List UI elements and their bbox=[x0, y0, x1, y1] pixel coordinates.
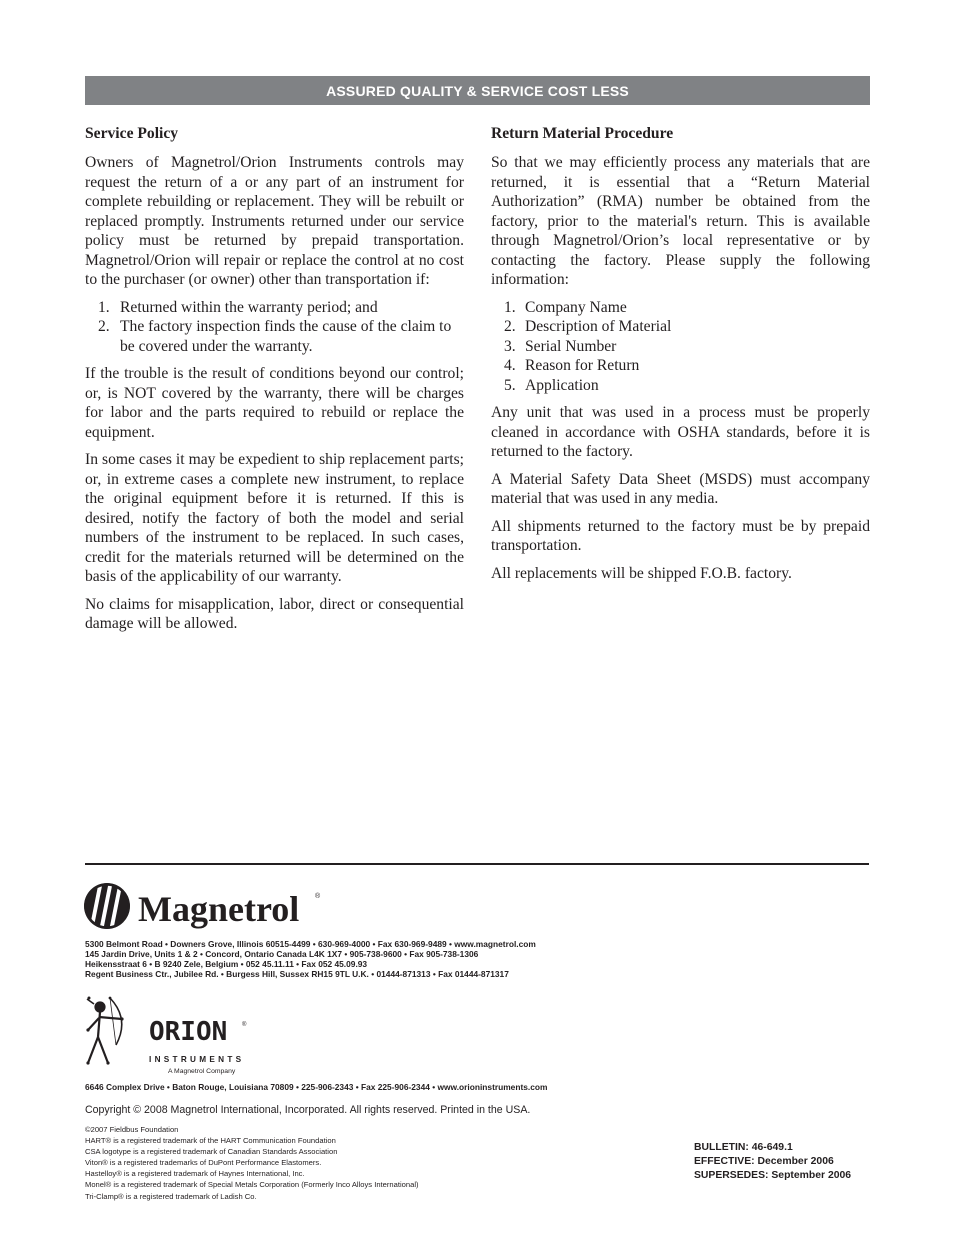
trademark-line: Viton® is a registered trademarks of DuPont Performance Elastomers. bbox=[85, 1158, 322, 1168]
bulletin-info bbox=[694, 1141, 851, 1183]
warranty-conditions-list bbox=[85, 298, 464, 357]
trademark-notices bbox=[85, 1124, 419, 1202]
service-policy-paragraph: If the trouble is the result of conditions beyond our control; or, is NOT covered by the warranty, there will be charges for labor and the parts required to rebuild or replace the equipment. bbox=[85, 365, 464, 441]
list-item bbox=[85, 317, 464, 356]
orion-tagline: A Magnetrol Company bbox=[168, 1068, 236, 1075]
rma-info-list bbox=[491, 298, 870, 396]
trademark-line: HART® is a registered trademark of the HART Communication Foundation bbox=[85, 1136, 336, 1146]
list-text: Returned within the warranty period; and bbox=[120, 298, 378, 316]
return-procedure-intro: So that we may efficiently process any materials that are returned, it is essential that a “Return Material Authorization” (RMA) number be obtained from the factory, prior to the material's return. This is available through Magnetrol/Orion’s local representative or by contacting the factory. Please supply the following information: bbox=[491, 154, 870, 288]
list-number: 2. bbox=[504, 318, 516, 335]
list-number: 2. bbox=[98, 318, 110, 335]
return-procedure-paragraph: All shipments returned to the factory must be by prepaid transportation. bbox=[491, 517, 870, 554]
list-item bbox=[491, 337, 870, 357]
magnetrol-logo-text: Magnetrol bbox=[138, 889, 300, 929]
magnetrol-logo bbox=[83, 879, 328, 940]
return-procedure-paragraph: Any unit that was used in a process must be properly cleaned in accordance with OSHA standards, before it is returned to the factory. bbox=[491, 404, 870, 460]
orion-instruments-logo bbox=[80, 995, 260, 1082]
address-line: Regent Business Ctr., Jubilee Rd. • Burgess Hill, Sussex RH15 9TL U.K. • 01444-871313 • Fax 01444-871317 bbox=[85, 969, 509, 979]
list-text: Company Name bbox=[525, 298, 627, 316]
list-number: 4. bbox=[504, 357, 516, 374]
service-policy-heading: Service Policy bbox=[85, 125, 179, 142]
address-line: Heikensstraat 6 • B 9240 Zele, Belgium • 052 45.11.11 • Fax 052 45.09.93 bbox=[85, 959, 368, 969]
orion-archer-icon bbox=[87, 998, 122, 1063]
list-item bbox=[491, 298, 870, 318]
list-number: 1. bbox=[504, 298, 516, 316]
address-line: 145 Jardin Drive, Units 1 & 2 • Concord, Ontario Canada L4K 1X7 • 905-738-9600 • Fax 905-738-1306 bbox=[85, 949, 479, 959]
trademark-line: Monel® is a registered trademark of Special Metals Corporation (Formerly Inco Alloys International) bbox=[85, 1180, 419, 1190]
list-text: The factory inspection finds the cause of the claim to be covered under the warranty. bbox=[120, 318, 452, 355]
section-banner: ASSURED QUALITY & SERVICE COST LESS bbox=[85, 76, 870, 105]
supersedes-date: SUPERSEDES: September 2006 bbox=[694, 1170, 852, 1181]
trademark-line: ©2007 Fieldbus Foundation bbox=[85, 1125, 179, 1134]
service-policy-paragraph: No claims for misapplication, labor, direct or consequential damage will be allowed. bbox=[85, 595, 464, 632]
trademark-line: CSA logotype is a registered trademark of Canadian Standards Association bbox=[85, 1147, 338, 1157]
bulletin-number: BULLETIN: 46-649.1 bbox=[694, 1142, 793, 1153]
return-procedure-heading: Return Material Procedure bbox=[491, 125, 674, 142]
effective-date: EFFECTIVE: December 2006 bbox=[694, 1156, 834, 1167]
magnetrol-addresses bbox=[85, 939, 536, 979]
address-line: 5300 Belmont Road • Downers Grove, Illinois 60515-4499 • 630-969-4000 • Fax 630-969-9489 • www.magnetrol.com bbox=[85, 939, 536, 949]
list-number: 3. bbox=[504, 337, 516, 355]
list-item bbox=[85, 298, 464, 318]
svg-text:®: ® bbox=[242, 1022, 247, 1028]
service-policy-column bbox=[85, 124, 464, 642]
list-item bbox=[491, 317, 870, 337]
list-text: Application bbox=[525, 376, 599, 394]
orion-instruments-text: INSTRUMENTS bbox=[149, 1055, 245, 1064]
list-item bbox=[491, 376, 870, 396]
list-text: Description of Material bbox=[525, 318, 672, 335]
return-procedure-paragraph: All replacements will be shipped F.O.B. factory. bbox=[491, 564, 792, 582]
list-number: 5. bbox=[504, 376, 516, 394]
return-procedure-column bbox=[491, 124, 870, 591]
trademark-line: Hastelloy® is a registered trademark of Haynes International, Inc. bbox=[85, 1169, 305, 1179]
footer-divider bbox=[85, 863, 869, 865]
trademark-line: Tri-Clamp® is a registered trademark of Ladish Co. bbox=[85, 1191, 257, 1201]
service-policy-intro: Owners of Magnetrol/Orion Instruments controls may request the return of a or any part of an instrument for complete rebuilding or replacement. They will be rebuilt or replaced promptly. Instruments returned under our service policy must be returned by prepaid transportation. Magnetrol/Orion will repair or replace the control at no cost to the purchaser (or owner) other than transportation if: bbox=[85, 154, 464, 288]
return-procedure-paragraph: A Material Safety Data Sheet (MSDS) must accompany material that was used in any media. bbox=[491, 470, 870, 507]
orion-logo-text: ORION bbox=[149, 1017, 228, 1047]
list-text: Reason for Return bbox=[525, 357, 640, 374]
svg-text:®: ® bbox=[315, 893, 321, 900]
service-policy-paragraph: In some cases it may be expedient to ship replacement parts; or, in extreme cases a complete new instrument, to replace the original equipment before it is returned. If this is desired, notify the factory of both the model and serial numbers of the instrument to be replaced. In such cases, credit for the materials returned will be determined on the basis of the applicability of our warranty. bbox=[85, 451, 464, 585]
list-text: Serial Number bbox=[525, 337, 617, 355]
copyright-notice: Copyright © 2008 Magnetrol International, Incorporated. All rights reserved. Printed in the USA. bbox=[85, 1104, 531, 1116]
list-item bbox=[491, 356, 870, 376]
list-number: 1. bbox=[98, 298, 110, 316]
orion-address: 6646 Complex Drive • Baton Rouge, Louisiana 70809 • 225-906-2343 • Fax 225-906-2344 • www.orioninstruments.com bbox=[85, 1082, 548, 1092]
